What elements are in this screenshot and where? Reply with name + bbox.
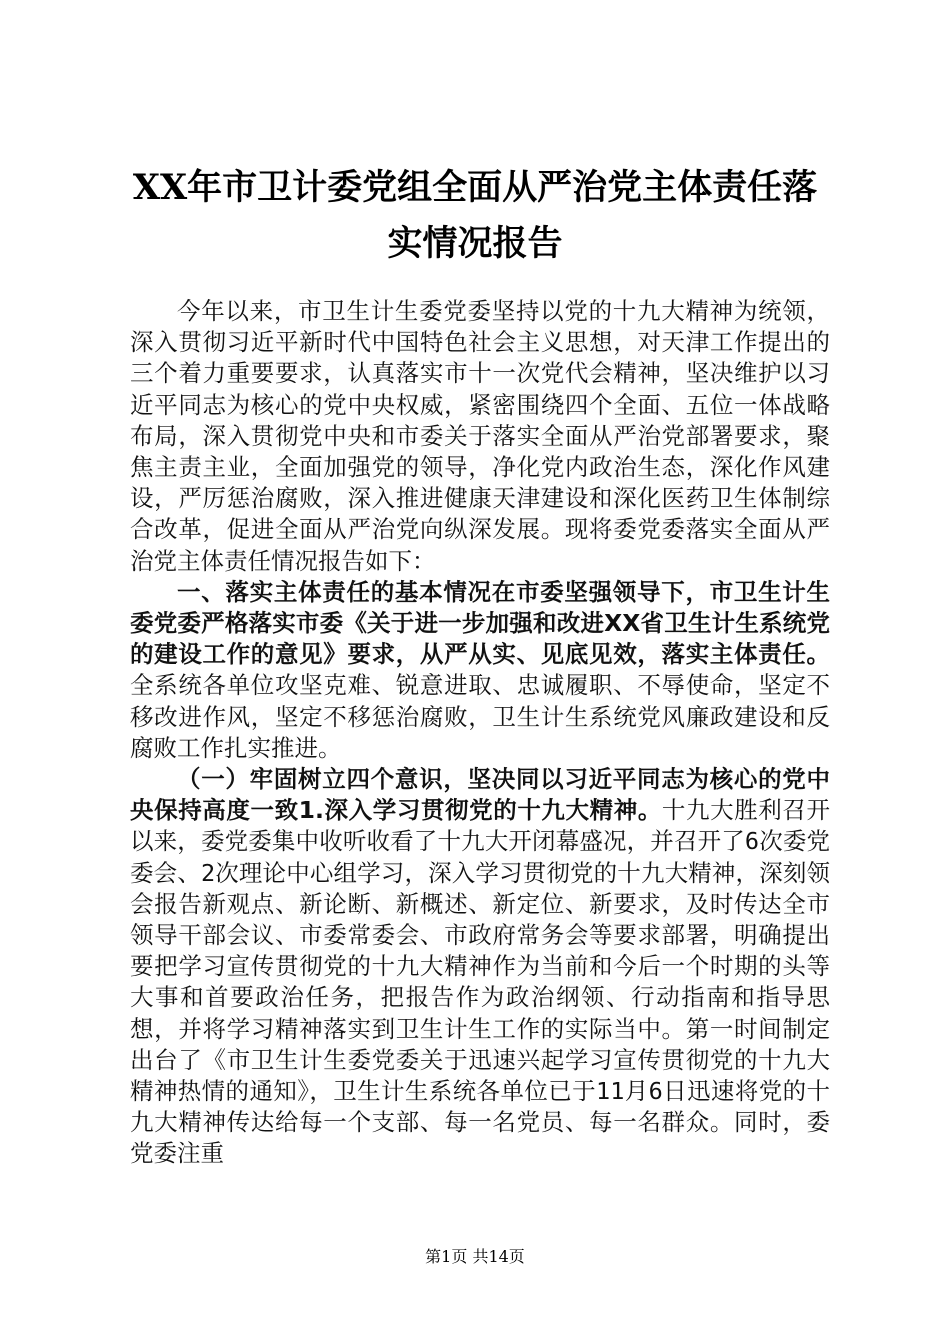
paragraph-section-1 (130, 577, 830, 764)
document-title-line-1: XX年市卫计委党组全面从严治党主体责任落 (132, 167, 818, 208)
document-body (130, 296, 830, 1170)
paragraph-lead: （一）牢固树立四个意识，坚决同以习近平同志为核心的党中央保持高度一致1.深入学习贯彻党的十九大精神。 (130, 765, 830, 825)
paragraph-subsection-1 (130, 764, 830, 1170)
paragraph-lead: 一、落实主体责任的基本情况在市委坚强领导下，市卫生计生委党委严格落实市委《关于进一步加强和改进XX省卫生计生系统党的建设工作的意见》要求，从严从实、见底见效，落实主体责任。 (130, 577, 830, 669)
page-footer: 第1页 共14页 (425, 1247, 525, 1266)
document-title-line-2: 实情况报告 (387, 223, 563, 264)
paragraph-intro (130, 296, 830, 577)
paragraph-text: 全系统各单位攻坚克难、锐意进取、忠诚履职、不辱使命，坚定不移改进作风，坚定不移惩治腐败，卫生计生系统党风廉政建设和反腐败工作扎实推进。 (130, 671, 830, 762)
paragraph-text: 十九大胜利召开以来，委党委集中收听收看了十九大开闭幕盛况，并召开了6次委党委会、2次理论中心组学习，深入学习贯彻党的十九大精神，深刻领会报告新观点、新论断、新概述、新定位、新要求，及时传达全市领导干部会议、市委常委会、市政府常务会等要求部署，明确提出要把学习宣传贯彻党的十九大精神作为当前和今后一个时期的头等大事和首要政治任务，把报告作为政治纲领、行动指南和指导思想，并将学习精神落实到卫生计生工作的实际当中。第一时间制定出台了《市卫生计生委党委关于迅速兴起学习宣传贯彻党的十九大精神热情的通知》，卫生计生系统各单位已于11月6日迅速将党的十九大精神传达给每一个支部、每一名党员、每一名群众。同时，委党委注重 (130, 796, 831, 1168)
paragraph-text: 今年以来，市卫生计生委党委坚持以党的十九大精神为统领，深入贯彻习近平新时代中国特色社会主义思想，对天津工作提出的三个着力重要要求，认真落实市十一次党代会精神，坚决维护以习近平同志为核心的党中央权威，紧密围绕四个全面、五位一体战略布局，深入贯彻党中央和市委关于落实全面从严治党部署要求，聚焦主责主业，全面加强党的领导，净化党内政治生态，深化作风建设，严厉惩治腐败，深入推进健康天津建设和深化医药卫生体制综合改革，促进全面从严治党向纵深发展。现将委党委落实全面从严治党主体责任情况报告如下： (130, 297, 830, 575)
